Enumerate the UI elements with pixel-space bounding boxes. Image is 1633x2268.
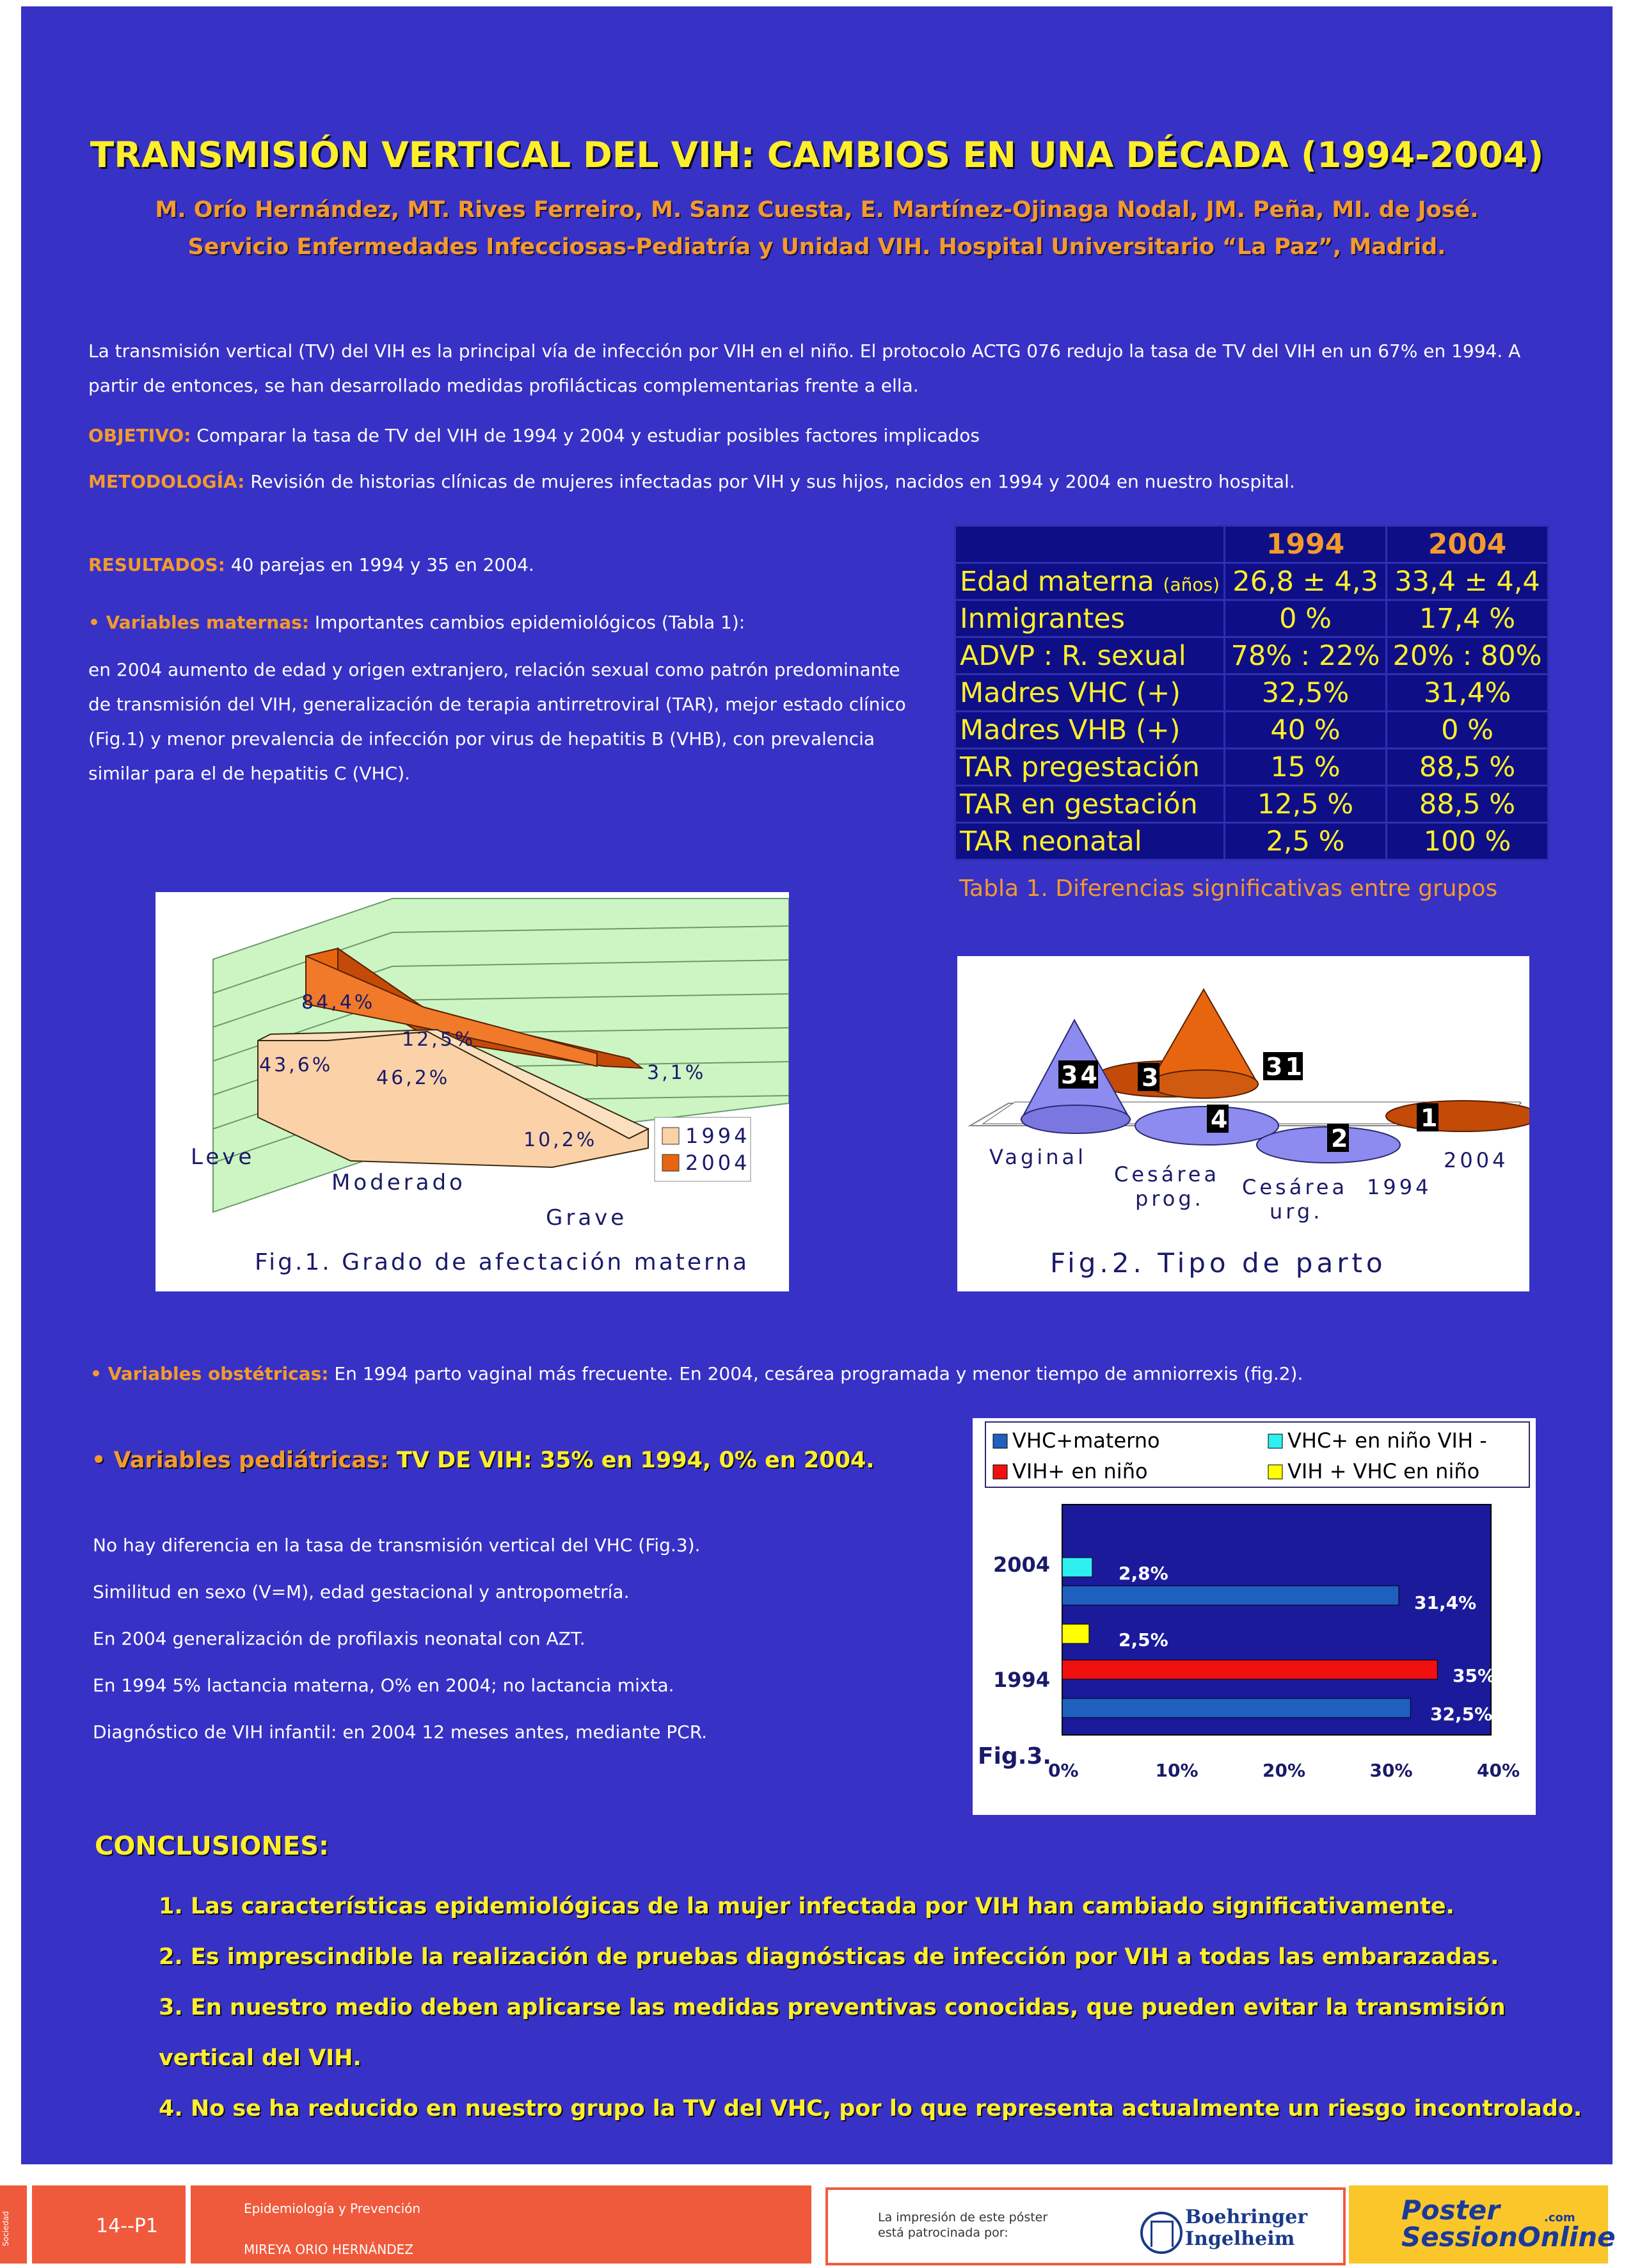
- fig3-legend-vih-vhc: VIH + VHC en niño: [1287, 1459, 1480, 1483]
- fig2-category-cesarea-urg-line1: Cesárea: [1242, 1175, 1348, 1199]
- fig3-legend-swatch-vhc-nino: [1268, 1434, 1282, 1448]
- row-label: Madres VHB (+): [955, 712, 1225, 749]
- row-label: [955, 563, 1225, 600]
- fig2-series-label-2004: 2004: [1444, 1148, 1509, 1172]
- fig3-xtick: 30%: [1369, 1760, 1413, 1781]
- footer-category: Epidemiología y Prevención: [244, 2201, 421, 2216]
- footer-sponsor-text-1: La impresión de este póster: [878, 2210, 1048, 2224]
- table-row: [955, 786, 1549, 823]
- fig2-category-cesarea-urg-line2: urg.: [1270, 1199, 1323, 1224]
- fig2-category-vaginal: Vaginal: [989, 1145, 1087, 1169]
- table-1: [954, 525, 1549, 861]
- fig3-xtick: 0%: [1048, 1760, 1079, 1781]
- pediatricas-text: TV DE VIH: 35% en 1994, 0% en 2004.: [388, 1448, 875, 1473]
- fig2-value-1994-cesarea-prog: 4: [1211, 1105, 1228, 1133]
- boehringer-logo-text: [1185, 2207, 1307, 2250]
- cell-2004: 88,5 %: [1387, 749, 1549, 786]
- poster-title: TRANSMISIÓN VERTICAL DEL VIH: CAMBIOS EN UNA DÉCADA (1994-2004): [90, 134, 1544, 175]
- pediatricas-paragraph: [93, 1522, 925, 1755]
- table-row: [955, 823, 1549, 860]
- table-header-row: [955, 526, 1549, 563]
- maternas-paragraph: [88, 653, 946, 791]
- intro-paragraph: [88, 334, 1579, 403]
- fig1-legend-label-1994: 1994: [685, 1124, 751, 1148]
- fig2-2004-cesarea-urg-disk: [1386, 1101, 1529, 1131]
- fig3-bar-1994-3: [1062, 1624, 1089, 1643]
- fig3-legend-swatch-vhc-materno: [993, 1434, 1007, 1448]
- obstetricas-label: • Variables obstétricas:: [90, 1363, 329, 1384]
- objetivo-text: Comparar la tasa de TV del VIH de 1994 y 2004 y estudiar posibles factores implicados: [191, 425, 980, 446]
- fig3-label-2004-vhc-materno: 31,4%: [1414, 1592, 1477, 1613]
- fig1-legend-label-2004: 2004: [685, 1151, 751, 1175]
- fig2-svg: [957, 956, 1529, 1291]
- resultados-line: [88, 548, 920, 582]
- fig2-value-1994-cesarea-urg: 2: [1331, 1124, 1348, 1153]
- cell-2004: 20% : 80%: [1387, 637, 1549, 675]
- maternas-text: Importantes cambios epidemiológicos (Tabla 1):: [308, 612, 745, 633]
- conclusion-item: 1. Las características epidemiológicas de la mujer infectada por VIH han cambiado significativamente.: [159, 1894, 1454, 1919]
- cell-2004: 17,4 %: [1387, 600, 1549, 637]
- fig1-label-2004-leve: 84,4%: [301, 991, 376, 1014]
- fig2-2004-cesarea-prog-base: [1149, 1070, 1258, 1098]
- maternas-line: [88, 605, 920, 640]
- fig1-label-1994-moderado: 46,2%: [376, 1067, 450, 1089]
- postersession-logo: [1349, 2185, 1616, 2264]
- boehringer-logo-icon: [1140, 2212, 1183, 2254]
- fig3-legend-swatch-vih-vhc: [1268, 1465, 1282, 1479]
- cell-1994: 26,8 ± 4,3: [1225, 563, 1387, 600]
- footer-side-label: Sociedad: [1, 2211, 10, 2246]
- maternas-label: • Variables maternas:: [88, 612, 309, 633]
- fig3-label-1994-vih-vhc: 2,5%: [1119, 1629, 1168, 1650]
- fig2-category-cesarea-prog-line2: prog.: [1135, 1186, 1204, 1211]
- table-header-empty: [955, 526, 1225, 563]
- row-label: Inmigrantes: [955, 600, 1225, 637]
- row-label-text: Edad materna: [960, 565, 1154, 598]
- fig2-1994-vaginal-base: [1021, 1105, 1130, 1133]
- fig2-value-2004-cesarea-prog: 31: [1266, 1053, 1305, 1081]
- cell-1994: 78% : 22%: [1225, 637, 1387, 675]
- row-label: TAR en gestación: [955, 786, 1225, 823]
- cell-2004: 88,5 %: [1387, 786, 1549, 823]
- fig2-category-cesarea-prog-line1: Cesárea: [1114, 1162, 1220, 1186]
- row-label: TAR pregestación: [955, 749, 1225, 786]
- footer-poster-code: 14--P1: [96, 2215, 159, 2237]
- objetivo-line: [88, 419, 1579, 453]
- row-label-sub: (años): [1163, 573, 1220, 595]
- footer-sponsor-text-2: está patrocinada por:: [878, 2226, 1008, 2240]
- metodologia-label: METODOLOGÍA:: [88, 471, 245, 492]
- conclusion-item: 3. En nuestro medio deben aplicarse las medidas preventivas conocidas, que pueden evitar la transmisión vertical del VIH.: [159, 1995, 1506, 2071]
- footer-author: MIREYA ORIO HERNÁNDEZ: [244, 2242, 413, 2257]
- obstetricas-line: [90, 1357, 1581, 1391]
- fig2-value-2004-vaginal: 3: [1142, 1064, 1159, 1092]
- fig1-category-leve: Leve: [191, 1144, 255, 1170]
- fig3-legend-vih-nino: VIH+ en niño: [1012, 1459, 1148, 1483]
- pediatricas-label: • Variables pediátricas:: [92, 1448, 389, 1473]
- conclusion-item: 4. No se ha reducido en nuestro grupo la TV del VHC, por lo que representa actualmente un riesgo incontrolado.: [159, 2096, 1582, 2121]
- figure-2: [957, 956, 1529, 1291]
- intro-line-2: partir de entonces, se han desarrollado medidas profilácticas complementarias frente a ella.: [88, 375, 919, 396]
- fig3-legend-vhc-materno: VHC+materno: [1012, 1428, 1160, 1453]
- boehringer-name-2: Ingelheim: [1185, 2228, 1295, 2250]
- metodologia-line: [88, 465, 1579, 499]
- fig2-value-2004-cesarea-urg: 1: [1421, 1104, 1438, 1132]
- pediatricas-line-4: En 1994 5% lactancia materna, O% en 2004; no lactancia mixta.: [93, 1675, 674, 1696]
- cell-2004: 33,4 ± 4,4: [1387, 563, 1549, 600]
- fig3-xtick: 40%: [1477, 1760, 1520, 1781]
- row-label: Madres VHC (+): [955, 675, 1225, 712]
- cell-1994: 15 %: [1225, 749, 1387, 786]
- footer-side-strip: [0, 2185, 27, 2264]
- pediatricas-line-3: En 2004 generalización de profilaxis neonatal con AZT.: [93, 1628, 585, 1649]
- maternas-line-2: de transmisión del VIH, generalización de terapia antirretroviral (TAR), mejor estado clínico: [88, 694, 906, 715]
- figure-3: [973, 1418, 1536, 1815]
- table-header-2004: 2004: [1387, 526, 1549, 563]
- fig3-label-2004-vhc-nino: 2,8%: [1119, 1563, 1168, 1584]
- fig3-legend-vhc-nino: VHC+ en niño VIH -: [1287, 1428, 1487, 1453]
- maternas-line-3: (Fig.1) y menor prevalencia de infección por virus de hepatitis B (VHB), con prevalencia: [88, 728, 875, 749]
- cell-2004: 0 %: [1387, 712, 1549, 749]
- fig1-legend-swatch-2004: [662, 1154, 679, 1171]
- table-row: [955, 749, 1549, 786]
- brand-session-online: SessionOnline: [1401, 2221, 1616, 2253]
- brand-dotcom: .com: [1544, 2211, 1575, 2224]
- brand-poster: Poster: [1401, 2194, 1500, 2226]
- conclusion-item: 2. Es imprescindible la realización de pruebas diagnósticas de infección por VIH a todas las embarazadas.: [159, 1944, 1499, 1970]
- footer-code-box: [32, 2185, 186, 2264]
- table-row: [955, 600, 1549, 637]
- cell-2004: 100 %: [1387, 823, 1549, 860]
- fig1-label-2004-moderado: 12,5%: [402, 1028, 476, 1051]
- figure-1: [155, 892, 789, 1291]
- fig2-series-label-1994: 1994: [1367, 1175, 1432, 1199]
- authors-line: M. Orío Hernández, MT. Rives Ferreiro, M. Sanz Cuesta, E. Martínez-Ojinaga Nodal, JM. Peña, MI. de José.: [155, 197, 1479, 223]
- table-row: [955, 675, 1549, 712]
- fig1-label-1994-leve: 43,6%: [259, 1054, 333, 1076]
- fig3-bar-2004-1: [1062, 1558, 1092, 1577]
- fig3-bar-1994-2: [1062, 1660, 1437, 1679]
- pediatricas-line-2: Similitud en sexo (V=M), edad gestacional y antropometría.: [93, 1581, 630, 1602]
- row-label: ADVP : R. sexual: [955, 637, 1225, 675]
- cell-1994: 0 %: [1225, 600, 1387, 637]
- fig1-category-grave: Grave: [546, 1205, 628, 1231]
- table-row: [955, 563, 1549, 600]
- fig3-xtick: 10%: [1155, 1760, 1199, 1781]
- conclusiones-list: [159, 1881, 1605, 2134]
- fig3-label-1994-vhc-materno: 32,5%: [1430, 1704, 1493, 1725]
- conclusiones-title: CONCLUSIONES:: [95, 1832, 330, 1861]
- cell-1994: 32,5%: [1225, 675, 1387, 712]
- pediatricas-line-5: Diagnóstico de VIH infantil: en 2004 12 meses antes, mediante PCR.: [93, 1721, 708, 1743]
- fig2-value-1994-vaginal: 34: [1061, 1061, 1100, 1089]
- resultados-text: 40 parejas en 1994 y 35 en 2004.: [225, 554, 534, 575]
- pediatricas-line-1: No hay diferencia en la tasa de transmisión vertical del VHC (Fig.3).: [93, 1535, 701, 1556]
- cell-1994: 40 %: [1225, 712, 1387, 749]
- fig2-title: Fig.2. Tipo de parto: [1050, 1247, 1387, 1279]
- fig3-bar-1994-0: [1062, 1698, 1410, 1718]
- obstetricas-text: En 1994 parto vaginal más frecuente. En 2004, cesárea programada y menor tiempo de amniorrexis (fig.2).: [328, 1363, 1303, 1384]
- fig3-legend-swatch-vih-nino: [993, 1465, 1007, 1479]
- objetivo-label: OBJETIVO:: [88, 425, 191, 446]
- fig1-category-moderado: Moderado: [331, 1170, 466, 1195]
- table-header-1994: 1994: [1225, 526, 1387, 563]
- intro-line-1: La transmisión vertical (TV) del VIH es la principal vía de infección por VIH en el niño. El protocolo ACTG 076 redujo la tasa de TV del VIH en un 67% en 1994. A: [88, 340, 1521, 362]
- row-label: TAR neonatal: [955, 823, 1225, 860]
- footer-category-box: [191, 2185, 811, 2264]
- affiliation-line: Servicio Enfermedades Infecciosas-Pediatría y Unidad VIH. Hospital Universitario “La Paz”, Madrid.: [187, 234, 1446, 260]
- poster-background: [21, 6, 1613, 2164]
- fig3-category-2004: 2004: [993, 1553, 1051, 1577]
- fig1-label-1994-grave: 10,2%: [523, 1129, 598, 1151]
- fig3-xtick: 20%: [1263, 1760, 1306, 1781]
- cell-1994: 2,5 %: [1225, 823, 1387, 860]
- fig1-label-2004-grave: 3,1%: [647, 1062, 706, 1084]
- boehringer-name-1: Boehringer: [1185, 2206, 1308, 2228]
- table-row: [955, 637, 1549, 675]
- fig1-title: Fig.1. Grado de afectación materna: [255, 1249, 750, 1275]
- table-row: [955, 712, 1549, 749]
- fig1-legend-swatch-1994: [662, 1128, 679, 1144]
- cell-1994: 12,5 %: [1225, 786, 1387, 823]
- fig3-category-1994: 1994: [993, 1668, 1051, 1692]
- metodologia-text: Revisión de historias clínicas de mujeres infectadas por VIH y sus hijos, nacidos en 1994 y 2004 en nuestro hospital.: [244, 471, 1295, 492]
- resultados-label: RESULTADOS:: [88, 554, 225, 575]
- maternas-line-4: similar para el de hepatitis C (VHC).: [88, 763, 410, 784]
- fig3-label-1994-vih-nino: 35%: [1453, 1665, 1496, 1686]
- cell-2004: 31,4%: [1387, 675, 1549, 712]
- pediatricas-line: [92, 1448, 923, 1473]
- fig3-title: Fig.3.: [978, 1743, 1052, 1769]
- footer-sponsor-box: [825, 2187, 1346, 2265]
- fig3-svg: [973, 1418, 1536, 1815]
- table-caption: Tabla 1. Diferencias significativas entre grupos: [959, 875, 1498, 902]
- maternas-line-1: en 2004 aumento de edad y origen extranjero, relación sexual como patrón predominante: [88, 659, 900, 680]
- fig1-svg: [155, 892, 789, 1291]
- fig3-bar-2004-0: [1062, 1586, 1399, 1605]
- fig3-ticks: [1048, 1760, 1520, 1781]
